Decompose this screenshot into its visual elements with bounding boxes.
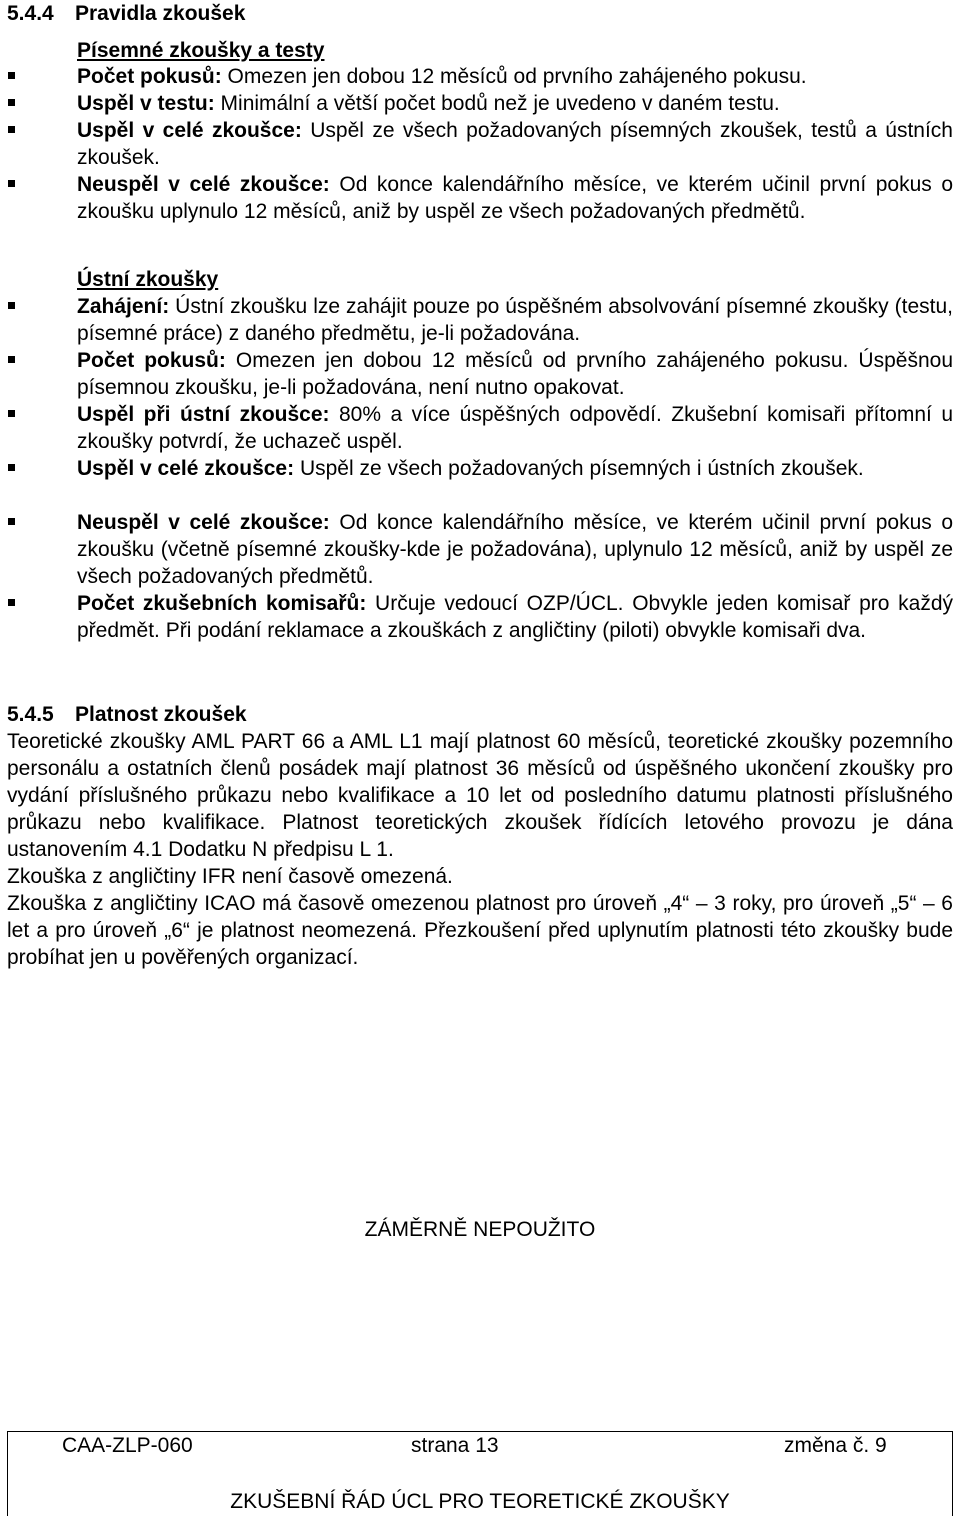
- section-title: Platnost zkoušek: [75, 703, 247, 726]
- validity-paragraph-2: Zkouška z angličtiny IFR není časově omezená.: [7, 865, 453, 888]
- oral-item-failed-whole: [77, 509, 953, 590]
- bullet-marker: [8, 302, 15, 309]
- oral-exams-heading: Ústní zkoušky: [77, 268, 219, 291]
- bullet-marker: [8, 72, 15, 79]
- bullet-marker: [8, 518, 15, 525]
- item-text: Ústní zkoušku lze zahájit pouze po úspěšném absolvování písemné zkoušky (testu, písemné práce) z daného předmětu, je-li požadována.: [77, 295, 953, 345]
- item-text: Určuje vedoucí OZP/ÚCL. Obvykle jeden komisař pro každý předmět. Při podání reklamace a zkouškách z angličtiny (piloti) obvykle komisaři dva.: [77, 592, 953, 642]
- section-number: 5.4.4: [7, 2, 54, 25]
- item-text: Omezen jen dobou 12 měsíců od prvního zahájeného pokusu.: [221, 65, 807, 88]
- footer-title: ZKUŠEBNÍ ŘÁD ÚCL PRO TEORETICKÉ ZKOUŠKY: [230, 1490, 730, 1513]
- oral-item-passed-oral: [77, 401, 953, 455]
- item-text: Omezen jen dobou 12 měsíců od prvního zahájeného pokusu. Úspěšnou písemnou zkoušku, je-li požadována, není nutno opakovat.: [77, 349, 953, 399]
- oral-item-examiners: [77, 590, 953, 644]
- section-title: Pravidla zkoušek: [75, 2, 246, 25]
- bullet-marker: [8, 464, 15, 471]
- written-exams-heading: Písemné zkoušky a testy: [77, 39, 325, 62]
- bullet-marker: [8, 126, 15, 133]
- validity-paragraph-3: Zkouška z angličtiny ICAO má časově omezenou platnost pro úroveň „4“ – 3 roky, pro úroveň „5“ – 6 let a pro úroveň „6“ je platnost neomezená. Přezkoušení před uplynutím platnosti této zkoušky bude probíhat jen u pověřených organizací.: [7, 892, 953, 969]
- item-text: Od konce kalendářního měsíce, ve kterém učinil první pokus o zkoušku uplynulo 12 měsíců, aniž by uspěl ze všech požadovaných předmětů.: [77, 173, 953, 223]
- item-label: Neuspěl v celé zkoušce:: [77, 511, 330, 534]
- footer-amendment: změna č. 9: [784, 1434, 887, 1457]
- oral-item-passed-whole: [77, 455, 953, 482]
- written-item-passed-whole: [77, 117, 953, 171]
- bullet-marker: [8, 410, 15, 417]
- written-item-failed-whole: [77, 171, 953, 225]
- item-text: Uspěl ze všech požadovaných písemných i ústních zkoušek.: [294, 457, 864, 480]
- written-item-attempts: [77, 63, 953, 90]
- item-label: Počet pokusů:: [77, 65, 222, 88]
- oral-item-attempts: [77, 347, 953, 401]
- item-label: Počet zkušebních komisařů:: [77, 592, 367, 615]
- bullet-marker: [8, 99, 15, 106]
- item-text: Minimální a větší počet bodů než je uvedeno v daném testu.: [214, 92, 780, 115]
- item-label: Uspěl v celé zkoušce:: [77, 457, 295, 480]
- item-label: Zahájení:: [77, 295, 170, 318]
- item-label: Neuspěl v celé zkoušce:: [77, 173, 330, 196]
- footer-doc-code: CAA-ZLP-060: [62, 1434, 193, 1457]
- item-text: 80% a více úspěšných odpovědí. Zkušební komisaři přítomní u zkoušky potvrdí, že uchazeč uspěl.: [77, 403, 953, 453]
- oral-item-start: [77, 293, 953, 347]
- bullet-marker: [8, 180, 15, 187]
- bullet-marker: [8, 599, 15, 606]
- item-text: Od konce kalendářního měsíce, ve kterém učinil první pokus o zkoušku (včetně písemné zkoušky-kde je požadována), uplynulo 12 měsíců, aniž by uspěl ze všech požadovaných předmětů.: [77, 511, 953, 588]
- validity-paragraph-1: Teoretické zkoušky AML PART 66 a AML L1 mají platnost 60 měsíců, teoretické zkoušky pozemního personálu a ostatních členů posádek mají platnost 36 měsíců od úspěšného ukončení zkoušky pro vydání příslušného průkazu nebo kvalifikace a 10 let od posledního datumu platnosti příslušného průkazu nebo kvalifikace. Platnost teoretických zkoušek řídících letového provozu je dána ustanovením 4.1 Dodatku N předpisu L 1.: [7, 730, 953, 861]
- item-label: Uspěl při ústní zkoušce:: [77, 403, 330, 426]
- footer-page-number: strana 13: [411, 1434, 499, 1457]
- intentionally-unused-notice: ZÁMĚRNĚ NEPOUŽITO: [364, 1218, 596, 1241]
- item-label: Uspěl v testu:: [77, 92, 215, 115]
- section-heading-5-4-5: [7, 701, 247, 728]
- item-text: Uspěl ze všech požadovaných písemných zkoušek, testů a ústních zkoušek.: [77, 119, 953, 169]
- section-number: 5.4.5: [7, 703, 54, 726]
- item-label: Uspěl v celé zkoušce:: [77, 119, 302, 142]
- bullet-marker: [8, 356, 15, 363]
- section-heading-5-4-4: [7, 0, 245, 27]
- item-label: Počet pokusů:: [77, 349, 226, 372]
- written-item-passed-test: [77, 90, 953, 117]
